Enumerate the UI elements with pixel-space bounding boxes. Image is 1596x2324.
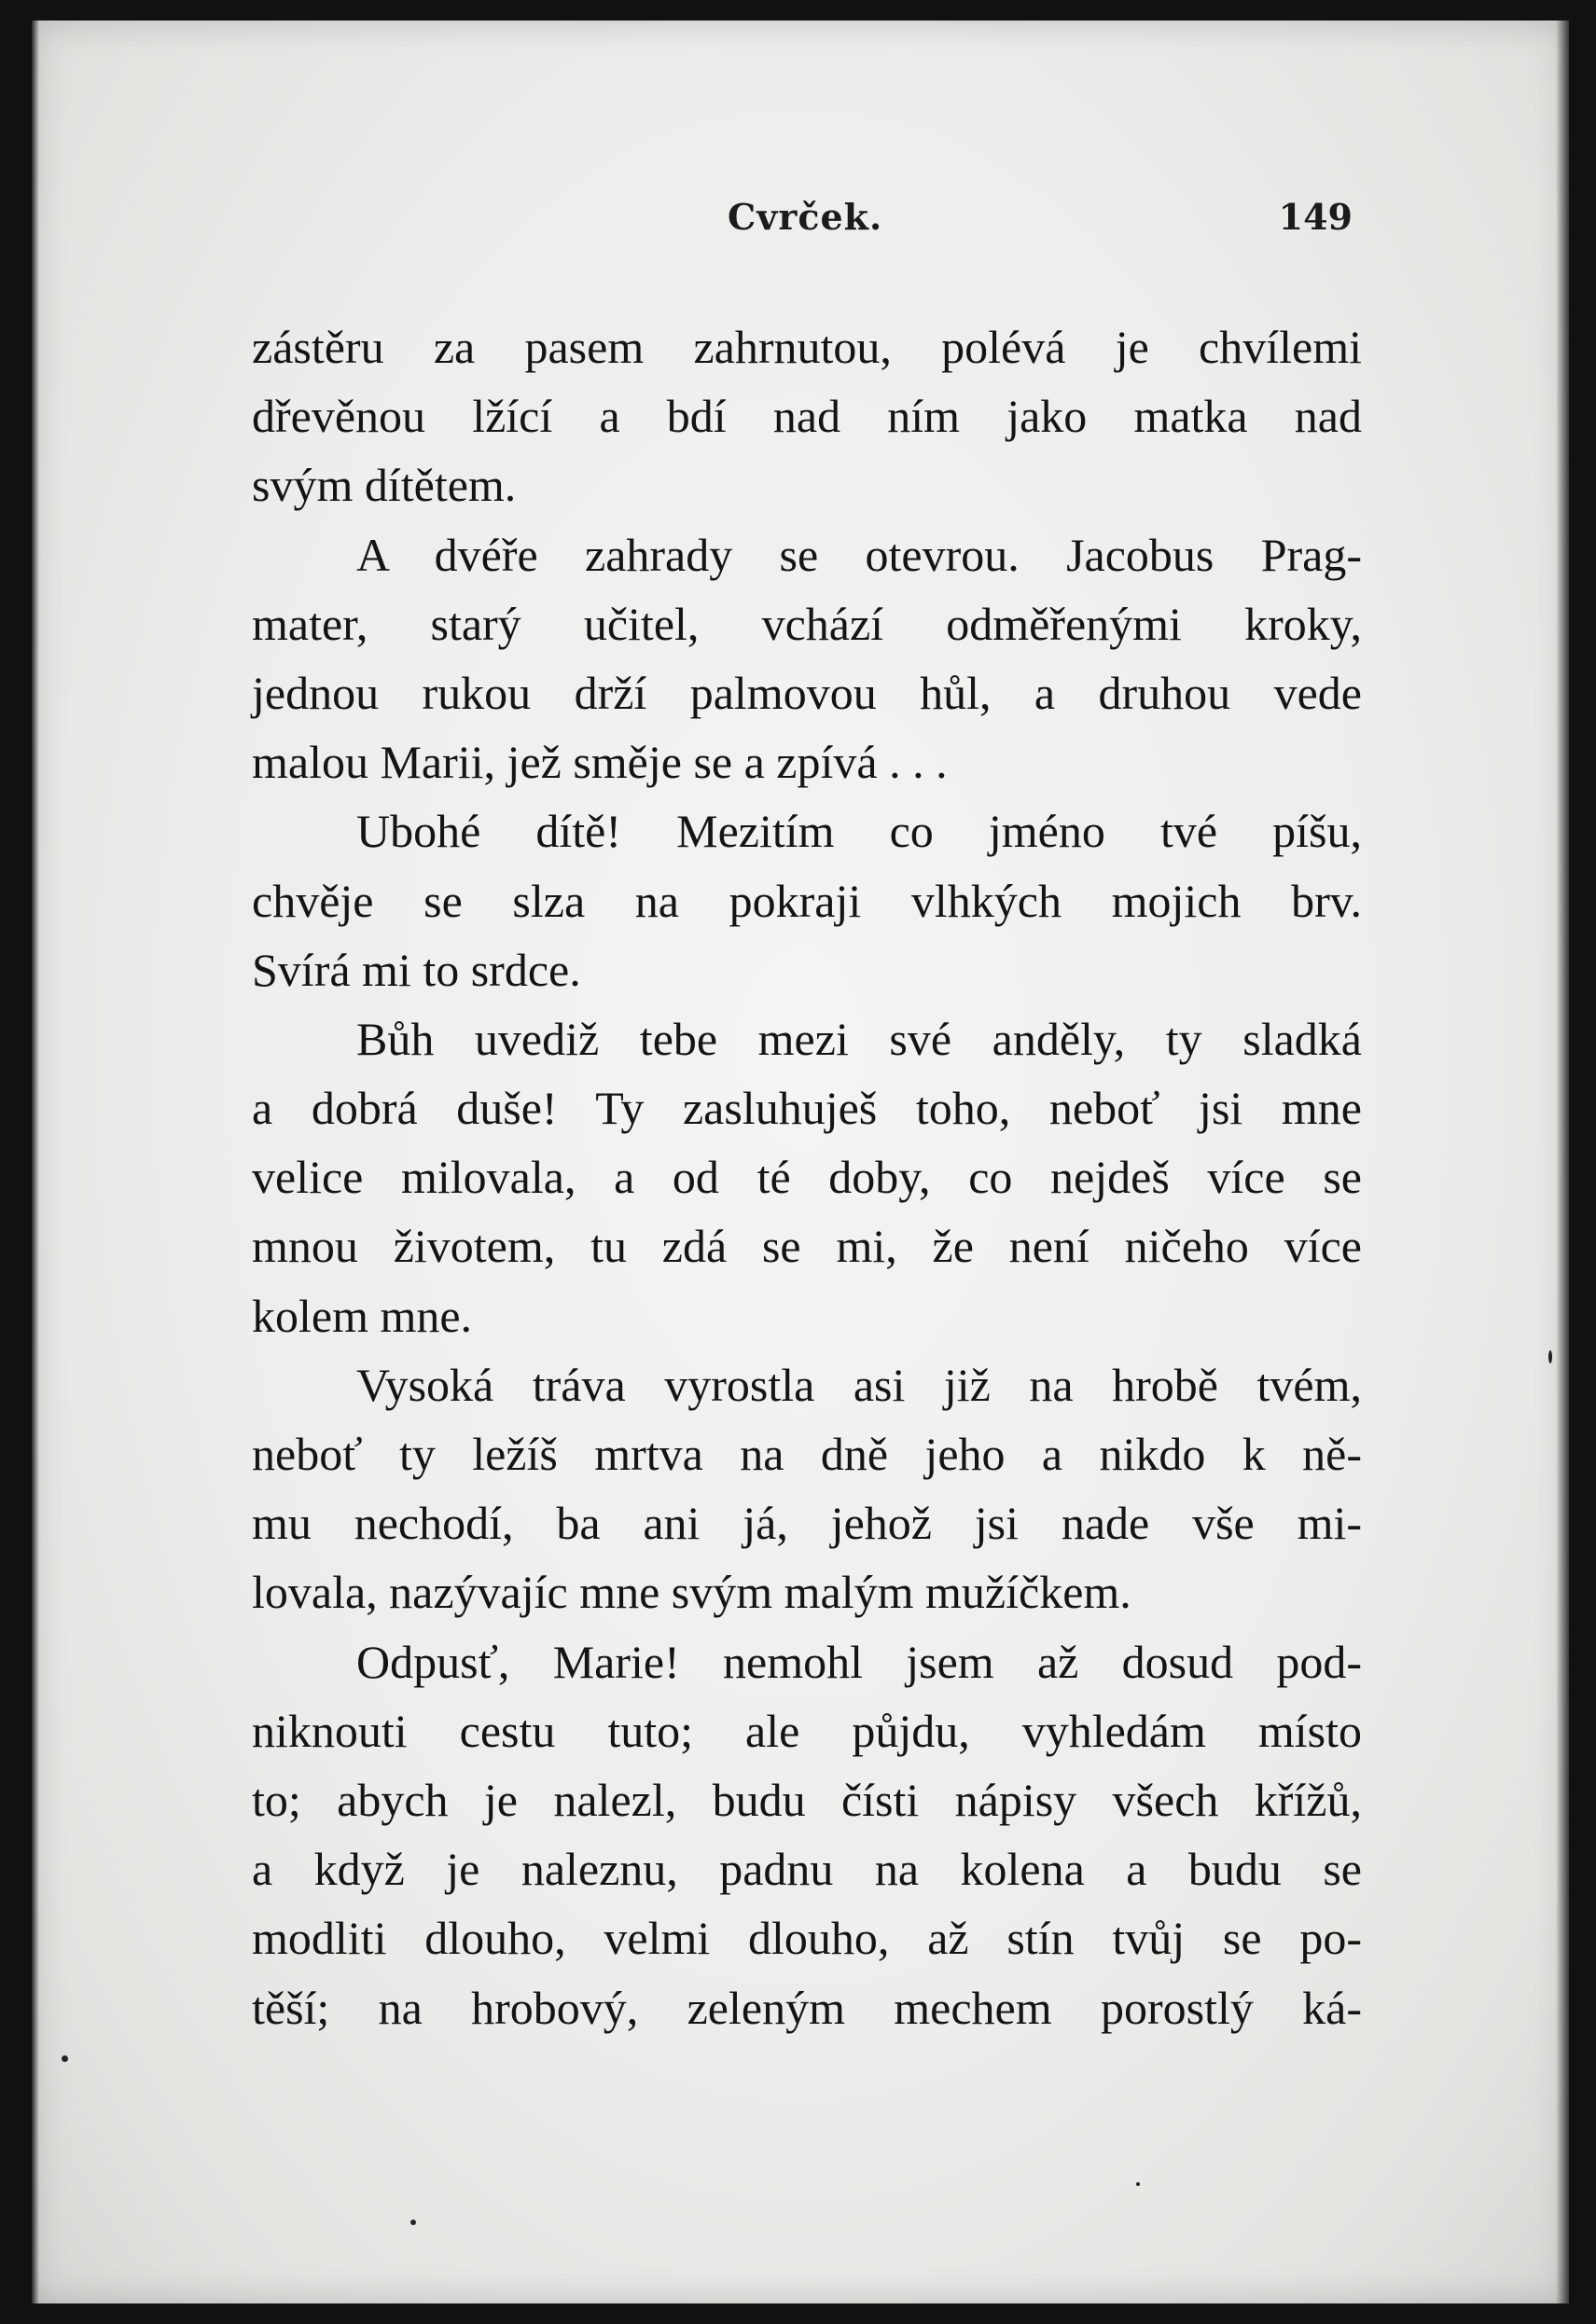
text-line: mu nechodí, ba ani já, jehož jsi nade vše mi- [252, 1497, 1362, 1550]
text-line: Svírá mi to srdce. [252, 943, 581, 996]
text-line: neboť ty ležíš mrtva na dně jeho a nikdo k ně- [252, 1428, 1362, 1480]
page-right-shadow [1556, 21, 1569, 2303]
text-line: A dvéře zahrady se otevrou. Jacobus Prag- [356, 528, 1362, 581]
text-line: niknouti cestu tuto; ale půjdu, vyhledám místo [252, 1704, 1362, 1757]
scan-speck [62, 2055, 68, 2062]
text-line: lovala, nazývajíc mne svým malým mužíčkem. [252, 1566, 1131, 1619]
chapter-title: Cvrček. [728, 196, 883, 238]
scan-speck [1136, 2182, 1140, 2186]
text-line: těší; na hrobový, zeleným mechem porostlý ká- [252, 1981, 1362, 2034]
running-header [252, 196, 1353, 252]
text-line: malou Marii, jež směje se a zpívá . . . [252, 736, 948, 789]
text-line: chvěje se slza na pokraji vlhkých mojich brv. [252, 874, 1362, 927]
text-line: velice milovala, a od té doby, co nejdeš více se [252, 1151, 1362, 1204]
body-text [252, 312, 1362, 2042]
text-line: mnou životem, tu zdá se mi, že není ničeho více [252, 1220, 1362, 1273]
page-number: 149 [1278, 196, 1353, 238]
text-line: jednou rukou drží palmovou hůl, a druhou vede [252, 666, 1362, 719]
text-line: to; abych je nalezl, budu čísti nápisy všech křížů, [252, 1773, 1362, 1826]
text-line: Ubohé dítě! Mezitím co jméno tvé píšu, [356, 805, 1362, 858]
scan-speck [410, 2220, 416, 2225]
text-line: modliti dlouho, velmi dlouho, až stín tvůj se po- [252, 1912, 1362, 1965]
text-line: Odpusť, Marie! nemohl jsem až dosud pod- [356, 1635, 1362, 1688]
page-left-shadow [32, 21, 39, 2303]
text-line: mater, starý učitel, vchází odměřenými kroky, [252, 597, 1362, 650]
text-line: a když je naleznu, padnu na kolena a budu se [252, 1843, 1362, 1896]
scan-speck [1548, 1350, 1552, 1363]
text-line: Bůh uvediž tebe mezi své anděly, ty sladká [356, 1012, 1362, 1065]
text-line: a dobrá duše! Ty zasluhuješ toho, neboť jsi mne [252, 1082, 1362, 1135]
text-line: zástěru za pasem zahrnutou, polévá je chvílemi [252, 321, 1362, 373]
text-line: svým dítětem. [252, 459, 517, 512]
text-line: kolem mne. [252, 1289, 473, 1342]
text-line: dřevěnou lžící a bdí nad ním jako matka nad [252, 390, 1362, 443]
text-line: Vysoká tráva vyrostla asi již na hrobě tvém, [356, 1358, 1362, 1411]
